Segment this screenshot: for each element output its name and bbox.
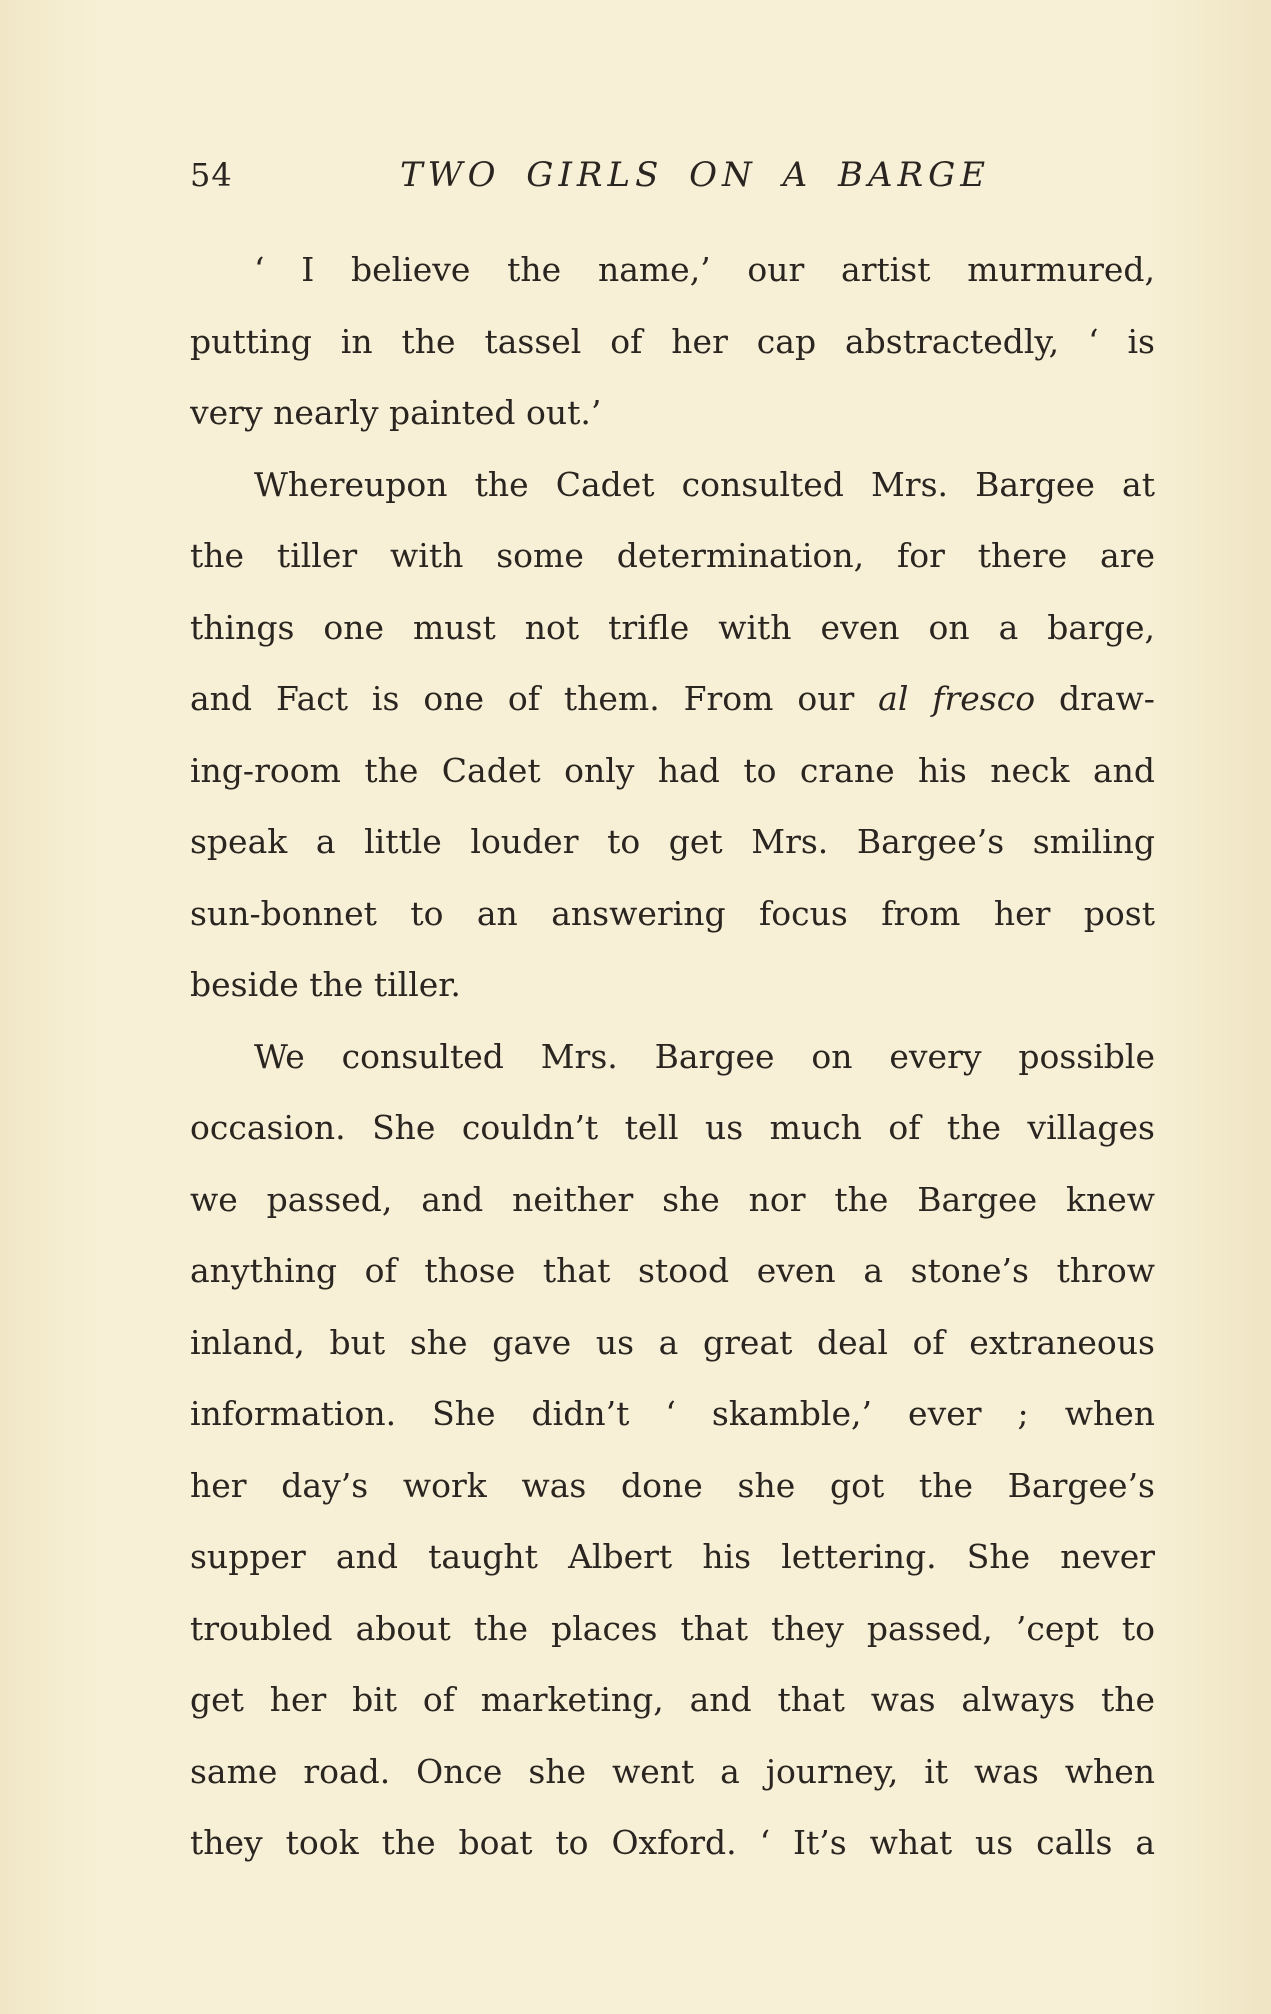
text-line: speak a little louder to get Mrs. Bargee’s smiling <box>190 822 1155 861</box>
text-line: same road. Once she went a journey, it was when <box>190 1751 1155 1791</box>
text-run: draw- <box>1058 679 1155 718</box>
text-line: information. She didn’t ‘ skamble,’ ever ; when <box>190 1394 1155 1433</box>
text-line: Whereupon the Cadet consulted Mrs. Bargee at <box>254 464 1155 504</box>
text-line: get her bit of marketing, and that was always the <box>190 1680 1155 1719</box>
italic-phrase: al fresco <box>878 679 1036 718</box>
text-line: putting in the tassel of her cap abstractedly, ‘ is <box>190 321 1155 361</box>
text-line <box>190 663 1155 735</box>
text-line: inland, but she gave us a great deal of extraneous <box>190 1322 1155 1362</box>
running-title: TWO GIRLS ON A BARGE <box>400 155 991 195</box>
text-line: We consulted Mrs. Bargee on every possible <box>254 1036 1155 1076</box>
text-line: sun-bonnet to an answering focus from her post <box>190 893 1155 933</box>
text-line: occasion. She couldn’t tell us much of the villages <box>190 1108 1155 1147</box>
text-line: things one must not trifle with even on a barge, <box>190 607 1155 647</box>
text-run: and Fact is one of them. From our <box>190 679 855 718</box>
running-head <box>190 150 1150 200</box>
text-line: ‘ I believe the name,’ our artist murmured, <box>254 250 1155 289</box>
text-line: troubled about the places that they passed, ’cept to <box>190 1608 1155 1648</box>
page-number: 54 <box>190 156 233 194</box>
text-line: supper and taught Albert his lettering. She never <box>190 1537 1155 1576</box>
text-line: her day’s work was done she got the Bargee’s <box>190 1465 1155 1505</box>
text-line: they took the boat to Oxford. ‘ It’s what us calls a <box>190 1823 1155 1862</box>
body-text <box>190 234 1155 1879</box>
text-line: very nearly painted out.’ <box>190 393 602 432</box>
text-line: the tiller with some determination, for there are <box>190 536 1155 575</box>
text-line: we passed, and neither she nor the Bargee knew <box>190 1179 1155 1219</box>
text-line: ing-room the Cadet only had to crane his neck and <box>190 750 1155 790</box>
text-line: anything of those that stood even a stone’s throw <box>190 1251 1155 1290</box>
text-line: beside the tiller. <box>190 965 461 1004</box>
